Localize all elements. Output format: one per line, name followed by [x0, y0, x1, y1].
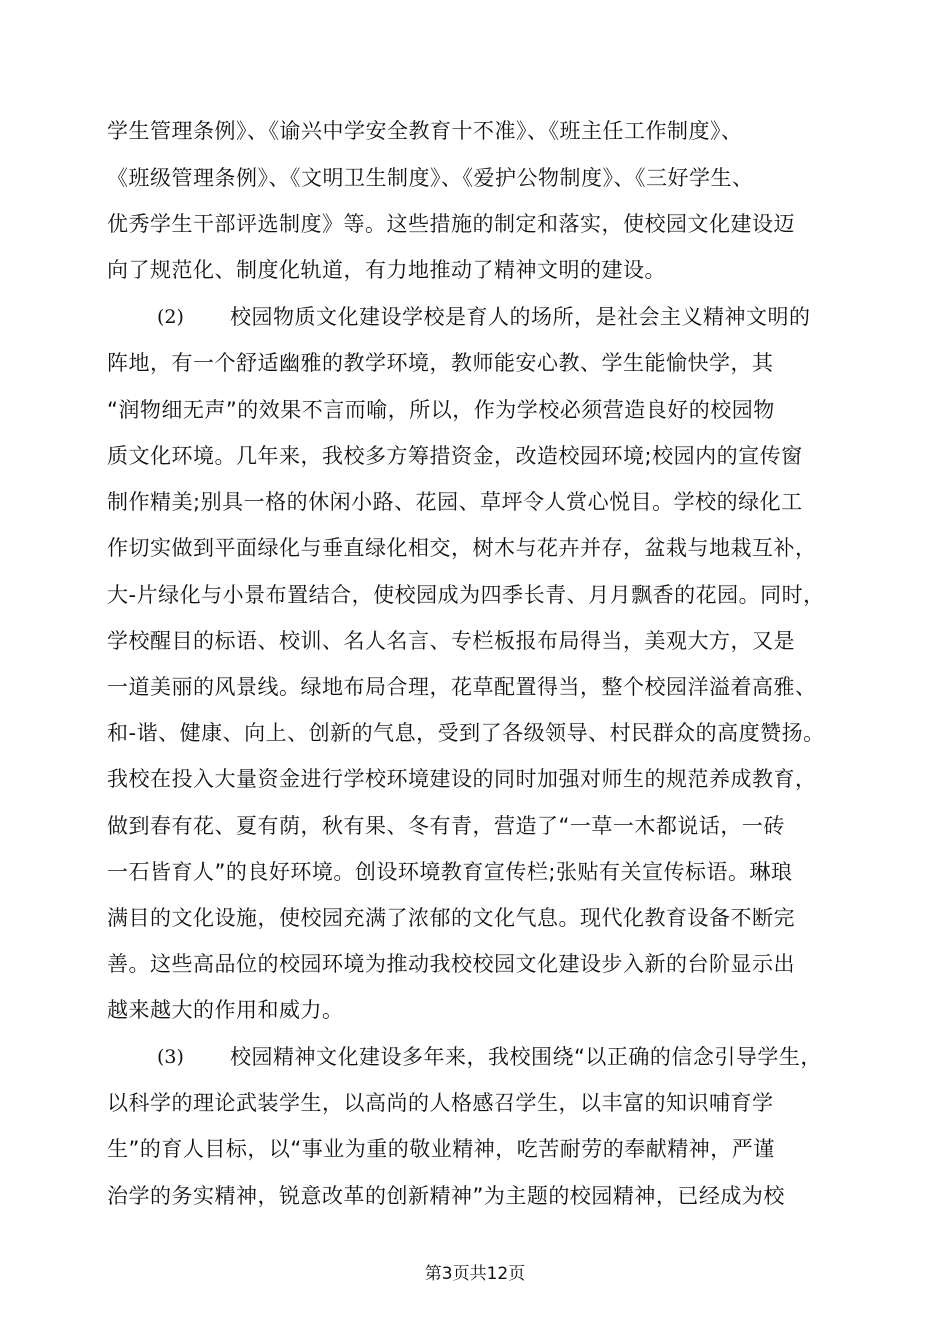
text-line: 阵地，有一个舒适幽雅的教学环境，教师能安心教、学生能愉快学，其	[107, 351, 774, 375]
text-line: 作切实做到平面绿化与垂直绿化相交，树木与花卉并存，盆栽与地栽互补，	[107, 536, 817, 560]
text-line: 一石皆育人”的良好环境。创设环境教育宣传栏;张贴有关宣传标语。琳琅	[107, 860, 793, 884]
text-line: 善。这些高品位的校园环境为推动我校校园文化建设步入新的台阶显示出	[107, 952, 795, 976]
text-line: 生”的育人目标，以“事业为重的敬业精神，吃苦耐劳的奉献精神，严谨	[107, 1137, 775, 1161]
text-line: 做到春有花、夏有荫，秋有果、冬有青，营造了“一草一木都说话，一砖	[107, 814, 785, 838]
text-line: 满目的文化设施，使校园充满了浓郁的文化气息。现代化教育设备不断完	[107, 906, 795, 930]
page-number-footer: 第3页共12页	[424, 1264, 526, 1284]
text-line: 向了规范化、制度化轨道，有力地推动了精神文明的建设。	[107, 258, 666, 282]
text-line: 优秀学生干部评选制度》等。这些措施的制定和落实，使校园文化建设迈	[107, 212, 795, 236]
paragraph-number: (2)	[157, 306, 184, 328]
text-line: 质文化环境。几年来，我校多方筹措资金，改造校园环境;校园内的宣传窗	[107, 444, 803, 468]
text-line: 制作精美;别具一格的休闲小路、花园、草坪令人赏心悦目。学校的绿化工	[107, 490, 803, 514]
text-line: 越来越大的作用和威力。	[107, 998, 344, 1022]
text-line: 我校在投入大量资金进行学校环境建设的同时加强对师生的规范养成教育，	[107, 767, 817, 791]
text-line: 《班级管理条例》、《文明卫生制度》、《爱护公物制度》、《三好学生、	[107, 166, 754, 190]
text-line: 校园精神文化建设多年来，我校围绕“以正确的信念引导学生，	[230, 1045, 822, 1069]
text-line: “润物细无声”的效果不言而喻，所以，作为学校必须营造良好的校园物	[107, 398, 775, 422]
text-line: 大-片绿化与小景布置结合，使校园成为四季长青、月月飘香的花园。同时，	[107, 583, 825, 607]
paragraph-number: (3)	[157, 1046, 184, 1068]
text-line: 以科学的理论武装学生，以高尚的人格感召学生，以丰富的知识哺育学	[107, 1091, 774, 1115]
text-line: 一道美丽的风景线。绿地布局合理，花草配置得当，整个校园洋溢着高雅、	[107, 675, 817, 699]
text-line: 学校醒目的标语、校训、名人名言、专栏板报布局得当，美观大方，又是	[107, 629, 795, 653]
text-line: 和-谐、健康、向上、创新的气息，受到了各级领导、村民群众的高度赞扬。	[107, 721, 825, 745]
text-line: 学生管理条例》、《谕兴中学安全教育十不准》、《班主任工作制度》、	[107, 119, 743, 143]
text-line: 校园物质文化建设学校是育人的场所，是社会主义精神文明的	[230, 305, 811, 329]
text-line: 治学的务实精神，锐意改革的创新精神”为主题的校园精神，已经成为校	[107, 1184, 785, 1208]
